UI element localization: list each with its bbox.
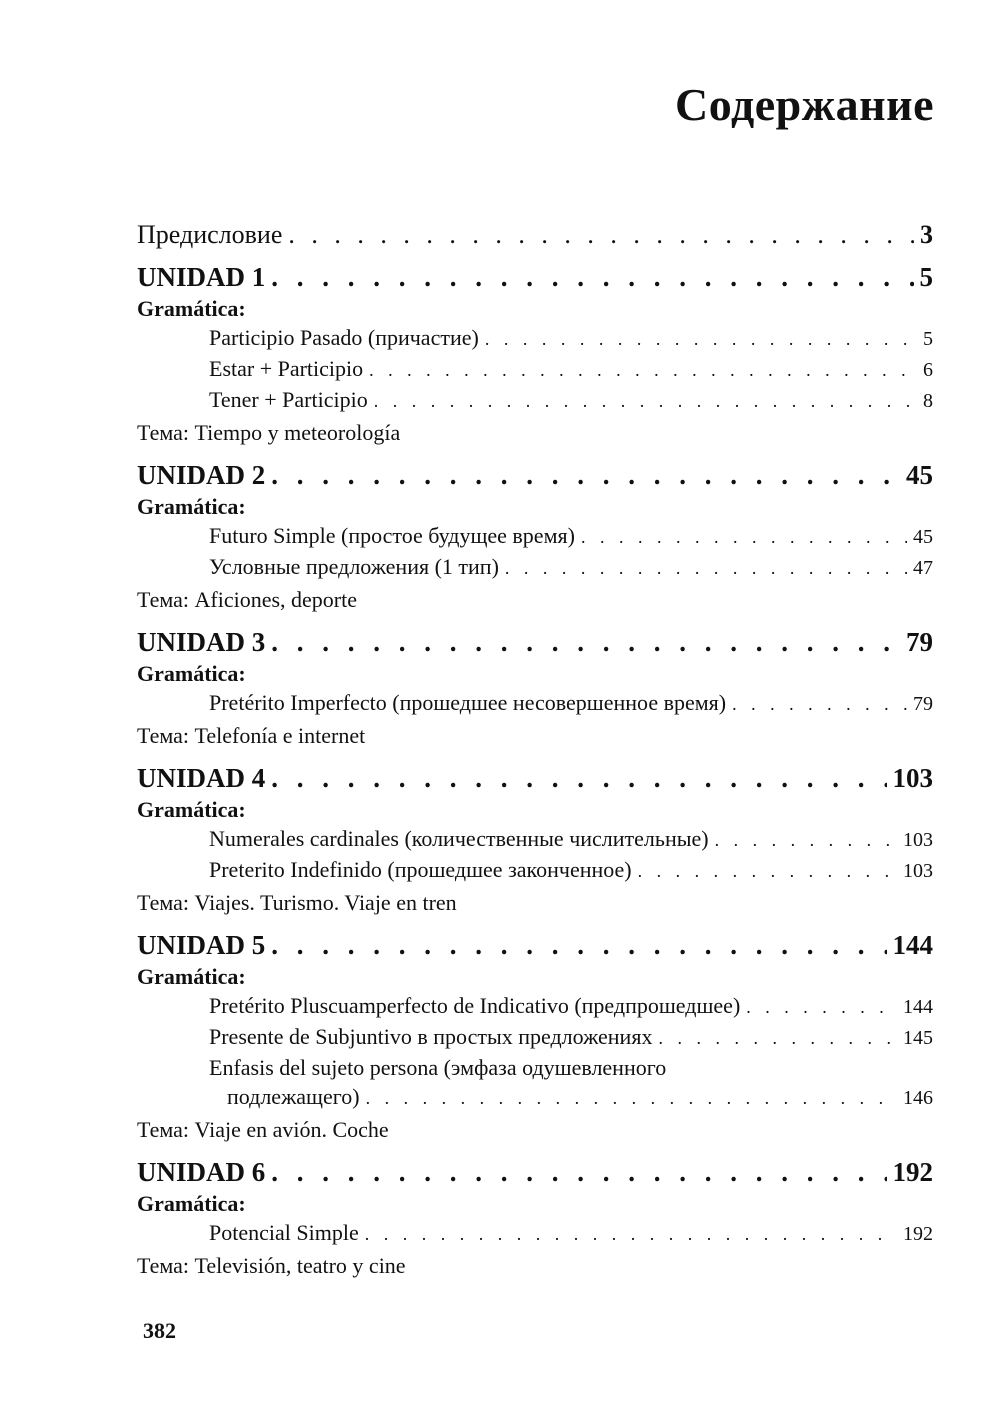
leader-dots (271, 627, 900, 658)
toc-entry (137, 824, 933, 855)
toc-unit-6 (137, 1157, 933, 1281)
entry-page: 192 (903, 1223, 933, 1245)
leader-dots (271, 930, 886, 961)
entry-page: 144 (903, 996, 933, 1018)
toc-unit-4 (137, 763, 933, 918)
toc-entry (137, 1053, 933, 1113)
toc-entry (137, 1218, 933, 1249)
entry-text: Enfasis del sujeto persona (эмфаза одушевленного (209, 1055, 667, 1080)
toc-unit-1 (137, 262, 933, 448)
entry-text: Estar + Participio (209, 356, 364, 381)
entry-text: Potencial Simple (209, 1220, 359, 1245)
toc-entry (137, 385, 933, 416)
unit-page: 5 (919, 262, 933, 292)
preface-page: 3 (920, 220, 933, 249)
entry-page: 8 (923, 390, 933, 412)
toc-preface (137, 220, 933, 250)
leader-dots (271, 262, 913, 293)
unit-heading (137, 627, 933, 658)
preface-label: Предисловие (137, 220, 283, 249)
page-title: Содержание (675, 79, 934, 130)
leader-dots (746, 993, 897, 1022)
toc-entry (137, 552, 933, 583)
toc-unit-5 (137, 930, 933, 1145)
entry-text: Pretérito Pluscuamperfecto de Indicativo (предпрошедшее) (209, 993, 741, 1018)
unit-page: 192 (892, 1157, 933, 1187)
unit-heading (137, 262, 933, 293)
toc-entry (137, 855, 933, 886)
unit-page: 103 (892, 763, 933, 793)
unit-theme: Тема: Viajes. Turismo. Viaje en tren (137, 890, 457, 915)
leader-dots (581, 523, 907, 552)
unit-heading (137, 763, 933, 794)
unit-heading (137, 930, 933, 961)
leader-dots (271, 1157, 886, 1188)
entry-text: Preterito Indefinido (прошедшее законченное) (209, 857, 632, 882)
grammar-label: Gramática: (137, 797, 246, 822)
entry-text: Presente de Subjuntivo в простых предложениях (209, 1024, 653, 1049)
entry-text: Futuro Simple (простое будущее время) (209, 523, 575, 548)
unit-theme: Тема: Telefonía e internet (137, 723, 366, 748)
toc-entry (137, 688, 933, 719)
grammar-label: Gramática: (137, 296, 246, 321)
entry-text: Tener + Participio (209, 387, 368, 412)
unit-heading (137, 1157, 933, 1188)
grammar-label: Gramática: (137, 494, 246, 519)
entry-text: Numerales cardinales (количественные числительные) (209, 826, 709, 851)
leader-dots (715, 826, 897, 855)
leader-dots (271, 460, 900, 491)
toc-unit-2 (137, 460, 933, 615)
unit-theme: Тема: Aficiones, deporte (137, 587, 358, 612)
unit-heading (137, 460, 933, 491)
leader-dots (366, 1084, 897, 1113)
entry-text: Условные предложения (1 тип) (209, 554, 499, 579)
grammar-label: Gramática: (137, 661, 246, 686)
unit-label: UNIDAD 3 (137, 627, 266, 657)
entry-page: 79 (913, 693, 933, 715)
entry-page: 146 (903, 1087, 933, 1109)
unit-page: 144 (892, 930, 933, 960)
unit-theme: Тема: Viaje en avión. Coche (137, 1117, 389, 1142)
entry-page: 47 (913, 557, 933, 579)
toc-unit-3 (137, 627, 933, 751)
entry-page: 5 (923, 328, 933, 350)
unit-label: UNIDAD 6 (137, 1157, 266, 1187)
entry-page: 145 (903, 1027, 933, 1049)
table-of-contents (137, 208, 933, 1293)
unit-page: 45 (906, 460, 933, 490)
leader-dots (369, 356, 917, 385)
toc-entry (137, 354, 933, 385)
entry-text: Participio Pasado (причастие) (209, 325, 479, 350)
leader-dots (485, 325, 917, 354)
entry-page: 6 (923, 359, 933, 381)
unit-theme: Тема: Tiempo y meteorología (137, 420, 401, 445)
unit-label: UNIDAD 5 (137, 930, 266, 960)
unit-label: UNIDAD 2 (137, 460, 266, 490)
entry-page: 45 (913, 526, 933, 548)
leader-dots (374, 387, 917, 416)
page-number: 382 (143, 1318, 176, 1343)
toc-entry (137, 521, 933, 552)
leader-dots (505, 554, 907, 583)
entry-continuation (209, 1082, 933, 1113)
entry-text-continued: подлежащего) (227, 1084, 360, 1109)
toc-entry (137, 991, 933, 1022)
leader-dots (288, 220, 914, 250)
entry-page: 103 (903, 829, 933, 851)
entry-page: 103 (903, 860, 933, 882)
unit-page: 79 (906, 627, 933, 657)
leader-dots (658, 1024, 897, 1053)
unit-label: UNIDAD 4 (137, 763, 266, 793)
leader-dots (271, 763, 886, 794)
leader-dots (365, 1220, 897, 1249)
entry-text: Pretérito Imperfecto (прошедшее несовершенное время) (209, 690, 727, 715)
unit-label: UNIDAD 1 (137, 262, 266, 292)
leader-dots (638, 857, 897, 886)
toc-entry (137, 323, 933, 354)
grammar-label: Gramática: (137, 1191, 246, 1216)
grammar-label: Gramática: (137, 964, 246, 989)
toc-entry (137, 1022, 933, 1053)
leader-dots (732, 690, 907, 719)
unit-theme: Тема: Televisión, teatro y cine (137, 1253, 406, 1278)
